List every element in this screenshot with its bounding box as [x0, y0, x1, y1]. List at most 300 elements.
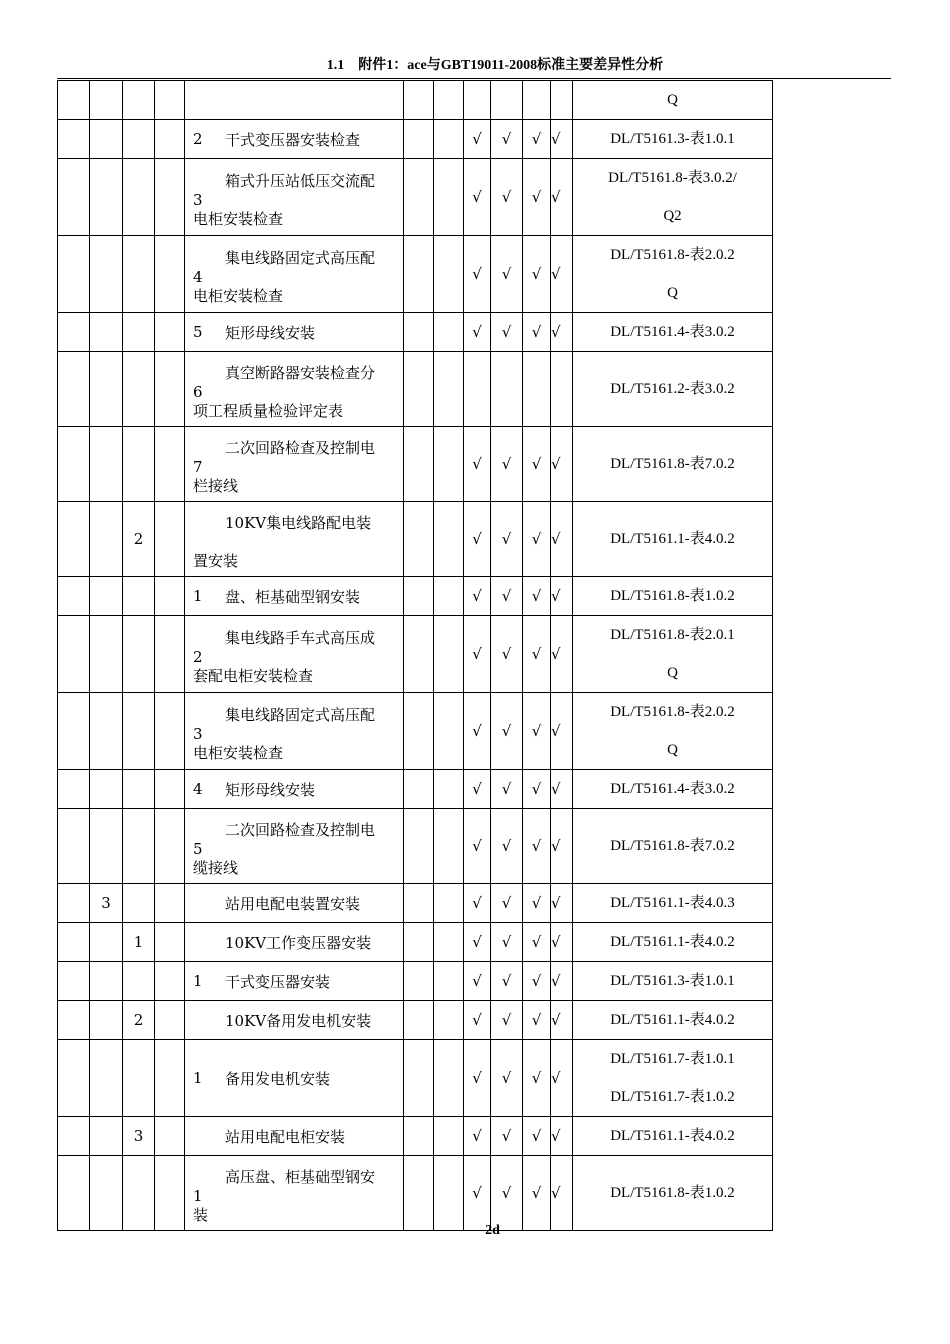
blank-cell: [434, 923, 464, 962]
standard-reference-cell: [573, 577, 773, 616]
table-row: [58, 923, 773, 962]
level-1-number-cell: [58, 427, 90, 502]
check-mark-cell: √: [464, 693, 491, 770]
check-mark-cell: √: [464, 502, 491, 577]
standard-reference-cell: [573, 313, 773, 352]
check-mark-cell: √: [491, 1156, 523, 1231]
table-row: [58, 693, 773, 770]
blank-cell: [434, 884, 464, 923]
level-4-cell: [155, 502, 185, 577]
table-row: [58, 1040, 773, 1117]
blank-cell: [434, 770, 464, 809]
level-4-cell: [155, 884, 185, 923]
level-2-number-cell: [90, 236, 123, 313]
standard-reference-line: DL/T5161.8-表2.0.2: [610, 704, 735, 720]
check-mark-cell: √: [523, 120, 551, 159]
standard-reference-cell: [573, 81, 773, 120]
level-4-cell: [155, 1117, 185, 1156]
check-mark-cell: √: [464, 1117, 491, 1156]
item-number: 6: [193, 382, 203, 401]
level-3-number-cell: [123, 770, 155, 809]
item-name-cell: [185, 1040, 404, 1117]
blank-cell: [434, 120, 464, 159]
item-name-line-2: 套配电柜安装检查: [193, 666, 314, 685]
level-3-number-cell: 1: [123, 923, 155, 962]
check-mark-cell: √: [491, 962, 523, 1001]
standard-reference-line: DL/T5161.4-表3.0.2: [610, 324, 735, 340]
standard-reference-cell: [573, 120, 773, 159]
table-row: [58, 120, 773, 159]
check-mark-cell: √: [491, 1040, 523, 1117]
table-row: [58, 962, 773, 1001]
level-1-number-cell: [58, 1117, 90, 1156]
check-mark-cell: √: [464, 120, 491, 159]
item-name-text: 10KV工作变压器安装: [225, 933, 372, 952]
standard-reference-cell: [573, 770, 773, 809]
blank-cell: [404, 427, 434, 502]
standard-reference-line: Q: [667, 742, 678, 758]
level-1-number-cell: [58, 502, 90, 577]
standard-reference-line: DL/T5161.1-表4.0.2: [610, 1012, 735, 1028]
check-mark-cell: √: [464, 236, 491, 313]
table-row: [58, 352, 773, 427]
check-mark-cell: √: [491, 923, 523, 962]
check-mark-cell: √: [464, 962, 491, 1001]
item-name-text: 站用电配电装置安装: [225, 894, 361, 913]
item-name-cell: [185, 1001, 404, 1040]
item-number: 4: [193, 267, 203, 286]
level-1-number-cell: [58, 809, 90, 884]
level-4-cell: [155, 236, 185, 313]
level-2-number-cell: [90, 159, 123, 236]
check-mark-cell: √: [551, 1156, 573, 1231]
level-4-cell: [155, 770, 185, 809]
check-mark-cell: √: [464, 770, 491, 809]
blank-cell: [434, 962, 464, 1001]
check-mark-cell: √: [551, 693, 573, 770]
check-mark-cell: [551, 81, 573, 120]
level-2-number-cell: [90, 616, 123, 693]
standard-reference-line: Q: [667, 92, 678, 108]
blank-cell: [434, 159, 464, 236]
item-name-text: 矩形母线安装: [225, 323, 316, 342]
blank-cell: [404, 809, 434, 884]
item-name-cell: [185, 81, 404, 120]
level-1-number-cell: [58, 616, 90, 693]
standard-reference-line: DL/T5161.8-表7.0.2: [610, 456, 735, 472]
standard-reference-cell: [573, 809, 773, 884]
level-2-number-cell: [90, 1040, 123, 1117]
item-number: 7: [193, 457, 203, 476]
blank-cell: [434, 1156, 464, 1231]
level-3-number-cell: [123, 962, 155, 1001]
check-mark-cell: √: [464, 616, 491, 693]
item-number: 4: [193, 780, 203, 798]
check-mark-cell: √: [523, 962, 551, 1001]
check-mark-cell: √: [464, 427, 491, 502]
level-4-cell: [155, 120, 185, 159]
standard-reference-cell: [573, 1001, 773, 1040]
standard-reference-cell: [573, 693, 773, 770]
item-name-text: 站用电配电柜安装: [225, 1127, 346, 1146]
table-row: [58, 577, 773, 616]
level-4-cell: [155, 313, 185, 352]
header-rule: [57, 78, 891, 79]
blank-cell: [404, 236, 434, 313]
level-1-number-cell: [58, 313, 90, 352]
item-name-cell: [185, 693, 404, 770]
level-1-number-cell: [58, 81, 90, 120]
check-mark-cell: √: [551, 923, 573, 962]
standard-reference-line: DL/T5161.8-表1.0.2: [610, 588, 735, 604]
item-number: 1: [193, 972, 203, 990]
item-name-line-2: 置安装: [193, 551, 239, 570]
item-number: 2: [193, 647, 203, 666]
level-2-number-cell: [90, 502, 123, 577]
check-mark-cell: √: [551, 770, 573, 809]
check-mark-cell: √: [523, 159, 551, 236]
item-name-line-1: 10KV集电线路配电装: [225, 513, 372, 532]
level-1-number-cell: [58, 159, 90, 236]
check-mark-cell: √: [523, 770, 551, 809]
check-mark-cell: √: [523, 577, 551, 616]
standard-reference-line: DL/T5161.1-表4.0.3: [610, 895, 735, 911]
check-mark-cell: √: [491, 159, 523, 236]
level-4-cell: [155, 962, 185, 1001]
level-2-number-cell: [90, 120, 123, 159]
check-mark-cell: √: [491, 809, 523, 884]
blank-cell: [434, 809, 464, 884]
level-4-cell: [155, 923, 185, 962]
table-row: [58, 884, 773, 923]
standard-reference-cell: [573, 427, 773, 502]
check-mark-cell: √: [551, 577, 573, 616]
table-row: [58, 770, 773, 809]
blank-cell: [404, 577, 434, 616]
item-name-cell: [185, 159, 404, 236]
level-2-number-cell: [90, 770, 123, 809]
page-footer-number: 2d: [485, 1223, 500, 1238]
level-2-number-cell: [90, 923, 123, 962]
level-3-number-cell: 2: [123, 1001, 155, 1040]
check-mark-cell: √: [464, 923, 491, 962]
check-mark-cell: [464, 81, 491, 120]
blank-cell: [434, 236, 464, 313]
level-3-number-cell: [123, 159, 155, 236]
blank-cell: [404, 1156, 434, 1231]
level-3-number-cell: [123, 120, 155, 159]
table-row: [58, 1156, 773, 1231]
level-3-number-cell: [123, 1040, 155, 1117]
standard-reference-cell: [573, 884, 773, 923]
item-name-line-1: 箱式升压站低压交流配: [225, 171, 376, 190]
item-number: 1: [193, 1186, 203, 1205]
table-row: [58, 502, 773, 577]
standard-reference-line: DL/T5161.8-表3.0.2/: [608, 170, 737, 186]
check-mark-cell: √: [491, 1117, 523, 1156]
check-mark-cell: √: [491, 502, 523, 577]
check-mark-cell: √: [551, 502, 573, 577]
level-4-cell: [155, 159, 185, 236]
item-name-cell: [185, 770, 404, 809]
level-4-cell: [155, 809, 185, 884]
level-3-number-cell: [123, 427, 155, 502]
item-number: [185, 533, 403, 552]
standard-reference-cell: [573, 616, 773, 693]
level-3-number-cell: [123, 693, 155, 770]
item-number: 1: [193, 587, 203, 605]
check-mark-cell: √: [523, 1001, 551, 1040]
check-mark-cell: √: [551, 884, 573, 923]
item-number: 2: [193, 130, 203, 148]
check-mark-cell: √: [491, 693, 523, 770]
standard-reference-cell: [573, 1117, 773, 1156]
check-mark-cell: √: [464, 159, 491, 236]
level-4-cell: [155, 81, 185, 120]
blank-cell: [404, 1117, 434, 1156]
standard-reference-line: DL/T5161.3-表1.0.1: [610, 131, 735, 147]
check-mark-cell: √: [551, 120, 573, 159]
table-row: [58, 81, 773, 120]
level-4-cell: [155, 577, 185, 616]
level-1-number-cell: [58, 693, 90, 770]
level-3-number-cell: 2: [123, 502, 155, 577]
item-name-line-1: 真空断路器安装检查分: [225, 363, 376, 382]
level-4-cell: [155, 1040, 185, 1117]
blank-cell: [434, 81, 464, 120]
standard-reference-cell: [573, 159, 773, 236]
check-mark-cell: √: [523, 1117, 551, 1156]
blank-cell: [434, 616, 464, 693]
check-mark-cell: √: [551, 236, 573, 313]
level-2-number-cell: [90, 1117, 123, 1156]
standard-reference-line: DL/T5161.1-表4.0.2: [610, 934, 735, 950]
check-mark-cell: √: [551, 427, 573, 502]
item-name-line-1: 集电线路固定式高压配: [225, 705, 376, 724]
blank-cell: [404, 352, 434, 427]
check-mark-cell: √: [551, 1117, 573, 1156]
check-mark-cell: √: [523, 809, 551, 884]
inspection-table: [57, 80, 773, 1231]
check-mark-cell: √: [464, 1156, 491, 1231]
item-name-text: 盘、柜基础型钢安装: [225, 587, 361, 606]
level-3-number-cell: [123, 236, 155, 313]
blank-cell: [404, 693, 434, 770]
check-mark-cell: √: [491, 236, 523, 313]
level-1-number-cell: [58, 577, 90, 616]
level-1-number-cell: [58, 1156, 90, 1231]
item-name-cell: [185, 1156, 404, 1231]
item-name-line-2: 装: [193, 1205, 209, 1224]
check-mark-cell: √: [551, 1040, 573, 1117]
check-mark-cell: √: [523, 1040, 551, 1117]
item-number: 3: [193, 724, 203, 743]
standard-reference-line: DL/T5161.1-表4.0.2: [610, 531, 735, 547]
check-mark-cell: √: [523, 427, 551, 502]
standard-reference-line: DL/T5161.7-表1.0.1: [610, 1051, 735, 1067]
check-mark-cell: √: [523, 884, 551, 923]
level-4-cell: [155, 616, 185, 693]
level-3-number-cell: [123, 809, 155, 884]
blank-cell: [404, 502, 434, 577]
level-3-number-cell: [123, 884, 155, 923]
standard-reference-line: Q: [667, 665, 678, 681]
check-mark-cell: √: [491, 313, 523, 352]
level-3-number-cell: [123, 577, 155, 616]
level-2-number-cell: 3: [90, 884, 123, 923]
check-mark-cell: [551, 352, 573, 427]
check-mark-cell: √: [551, 962, 573, 1001]
level-2-number-cell: [90, 1001, 123, 1040]
blank-cell: [404, 159, 434, 236]
check-mark-cell: √: [551, 616, 573, 693]
level-2-number-cell: [90, 313, 123, 352]
item-name-line-2: 项工程质量检验评定表: [193, 401, 344, 420]
level-1-number-cell: [58, 1040, 90, 1117]
standard-reference-cell: [573, 502, 773, 577]
table-row: [58, 1117, 773, 1156]
standard-reference-cell: [573, 236, 773, 313]
table-row: [58, 236, 773, 313]
item-name-cell: [185, 577, 404, 616]
check-mark-cell: √: [523, 616, 551, 693]
level-2-number-cell: [90, 427, 123, 502]
check-mark-cell: √: [464, 1001, 491, 1040]
item-name-text: 干式变压器安装检查: [225, 130, 361, 149]
level-2-number-cell: [90, 352, 123, 427]
standard-reference-line: DL/T5161.4-表3.0.2: [610, 781, 735, 797]
blank-cell: [434, 577, 464, 616]
item-name-line-1: 集电线路固定式高压配: [225, 248, 376, 267]
table-row: [58, 313, 773, 352]
level-1-number-cell: [58, 923, 90, 962]
blank-cell: [404, 120, 434, 159]
table-row: [58, 616, 773, 693]
check-mark-cell: √: [491, 616, 523, 693]
table-row: [58, 1001, 773, 1040]
blank-cell: [434, 313, 464, 352]
check-mark-cell: √: [523, 693, 551, 770]
page-header-title: 1.1 附件1：ace与GBT19011-2008标准主要差异性分析: [326, 58, 664, 73]
item-name-text: 备用发电机安装: [225, 1069, 331, 1088]
item-name-line-2: 栏接线: [193, 476, 239, 495]
standard-reference-line: DL/T5161.8-表2.0.2: [610, 247, 735, 263]
level-4-cell: [155, 693, 185, 770]
check-mark-cell: √: [491, 770, 523, 809]
standard-reference-cell: [573, 1040, 773, 1117]
blank-cell: [404, 770, 434, 809]
blank-cell: [404, 962, 434, 1001]
blank-cell: [434, 427, 464, 502]
level-1-number-cell: [58, 236, 90, 313]
level-2-number-cell: [90, 81, 123, 120]
blank-cell: [404, 616, 434, 693]
level-1-number-cell: [58, 1001, 90, 1040]
level-2-number-cell: [90, 809, 123, 884]
item-number: 3: [193, 190, 203, 209]
level-3-number-cell: 3: [123, 1117, 155, 1156]
level-3-number-cell: [123, 81, 155, 120]
table-row: [58, 809, 773, 884]
standard-reference-cell: [573, 352, 773, 427]
standard-reference-cell: [573, 923, 773, 962]
blank-cell: [404, 923, 434, 962]
level-1-number-cell: [58, 770, 90, 809]
item-name-line-2: 缆接线: [193, 858, 239, 877]
standard-reference-line: Q: [667, 285, 678, 301]
standard-reference-line: DL/T5161.7-表1.0.2: [610, 1089, 735, 1105]
level-1-number-cell: [58, 120, 90, 159]
check-mark-cell: √: [551, 159, 573, 236]
level-1-number-cell: [58, 352, 90, 427]
blank-cell: [404, 81, 434, 120]
item-name-line-1: 集电线路手车式高压成: [225, 628, 376, 647]
item-name-cell: [185, 427, 404, 502]
standard-reference-cell: [573, 962, 773, 1001]
blank-cell: [434, 1001, 464, 1040]
level-4-cell: [155, 427, 185, 502]
level-2-number-cell: [90, 577, 123, 616]
level-1-number-cell: [58, 962, 90, 1001]
check-mark-cell: [464, 352, 491, 427]
standard-reference-line: DL/T5161.1-表4.0.2: [610, 1128, 735, 1144]
item-name-cell: [185, 313, 404, 352]
level-2-number-cell: [90, 1156, 123, 1231]
item-name-cell: [185, 352, 404, 427]
level-1-number-cell: [58, 884, 90, 923]
standard-reference-line: DL/T5161.8-表2.0.1: [610, 627, 735, 643]
standard-reference-line: Q2: [663, 208, 682, 224]
level-3-number-cell: [123, 313, 155, 352]
blank-cell: [434, 1040, 464, 1117]
check-mark-cell: [491, 81, 523, 120]
check-mark-cell: [491, 352, 523, 427]
level-2-number-cell: [90, 693, 123, 770]
check-mark-cell: √: [551, 1001, 573, 1040]
table-row: [58, 427, 773, 502]
check-mark-cell: √: [523, 502, 551, 577]
blank-cell: [434, 1117, 464, 1156]
check-mark-cell: √: [491, 427, 523, 502]
item-name-line-1: 高压盘、柜基础型钢安: [225, 1167, 376, 1186]
check-mark-cell: √: [491, 577, 523, 616]
item-name-cell: [185, 236, 404, 313]
level-3-number-cell: [123, 1156, 155, 1231]
standard-reference-line: DL/T5161.8-表1.0.2: [610, 1185, 735, 1201]
item-name-cell: [185, 616, 404, 693]
item-name-line-1: 二次回路检查及控制电: [225, 820, 376, 839]
item-name-cell: [185, 809, 404, 884]
check-mark-cell: [523, 352, 551, 427]
item-name-text: 矩形母线安装: [225, 780, 316, 799]
level-2-number-cell: [90, 962, 123, 1001]
item-name-line-2: 电柜安装检查: [193, 743, 284, 762]
check-mark-cell: √: [523, 313, 551, 352]
standard-reference-cell: [573, 1156, 773, 1231]
blank-cell: [434, 693, 464, 770]
standard-reference-line: DL/T5161.8-表7.0.2: [610, 838, 735, 854]
item-name-line-2: 电柜安装检查: [193, 209, 284, 228]
item-name-line-2: 电柜安装检查: [193, 286, 284, 305]
check-mark-cell: √: [551, 313, 573, 352]
check-mark-cell: √: [464, 884, 491, 923]
check-mark-cell: √: [523, 1156, 551, 1231]
item-number: 1: [193, 1069, 203, 1087]
item-name-cell: [185, 1117, 404, 1156]
blank-cell: [434, 502, 464, 577]
blank-cell: [404, 884, 434, 923]
item-name-text: 10KV备用发电机安装: [225, 1011, 372, 1030]
